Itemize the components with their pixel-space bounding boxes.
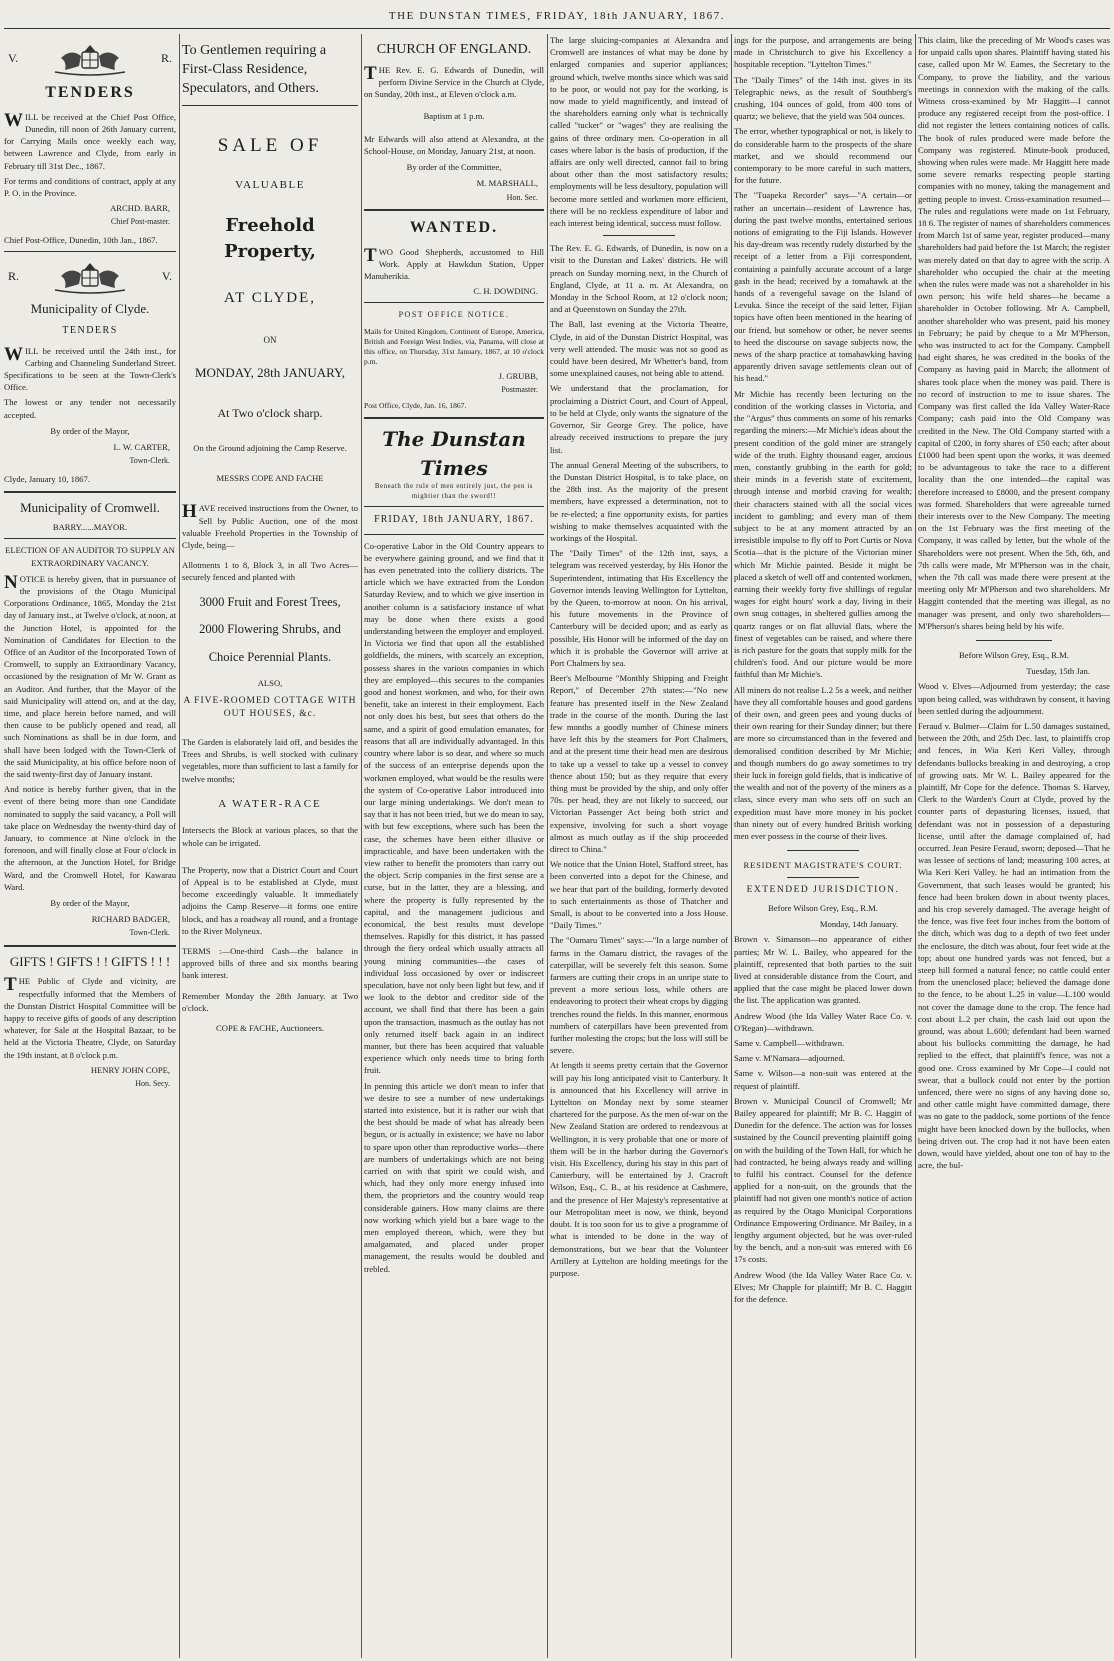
tenders-signature: ARCHD. BARR, (110, 203, 170, 214)
marshall-title: Hon. Sec. (506, 192, 538, 202)
post-office-body: Mails for United Kingdom, Continent of Europe, America, British and Foreign West Indies, via, Panama, will close at this office, on Thursday, 31st January, 1867, at 10 o'clock p.m. (364, 326, 544, 366)
court-case-1: Brown v. Simanson—no appearance of either parties; Mr W. L. Bailey, who appeared for the plaintiff, represented that both parties to the suit lived at considerable distance from the Court, and applied that the case might be placed lower down the list. The application was granted. (734, 934, 912, 1006)
news-paragraph-3: The error, whether typographical or not, is likely to do considerable harm to the prospects of the share market, and we should recommend our contemporary to be more careful in such matters, for the future. (734, 126, 912, 186)
grubb-title: Postmaster. (501, 385, 538, 395)
column-3 (364, 34, 544, 1658)
divider (364, 302, 544, 303)
church-heading: CHURCH OF ENGLAND. (376, 42, 532, 57)
remember-text: Remember Monday the 28th January. at Two o'clock. (182, 990, 358, 1013)
clyde-signature-title: Town-Clerk. (129, 456, 170, 466)
court-case-6: Brown v. Municipal Council of Cromwell; Mr Bailey appeared for plaintiff; Mr B. C. Haggitt of Dunedin for the defence. The action was for losses sustained by the Council preventing plaintiff going on with the building of the Town Hall, for which he had contracted, he being always ready and willing to fulfil his contract. Counsel for the defence applied for a non-suit, on the grounds that the plaintiff had not given one month's notice of action as required by the Otago Municipal Corporations Ordinance Empowering Ordinance. Mr Bailey, in a lengthy argument objected, but he was over-ruled by the bench, and a non-suit was entered with £6 17s costs. (734, 1095, 912, 1265)
court-before: Before Wilson Grey, Esq., R.M. (768, 902, 878, 913)
clyde-tenders-heading: TENDERS (62, 325, 118, 337)
court-case-7: Andrew Wood (the Ida Valley Water Race Co. v. Elves; Mr Chapple for plaintiff; Mr B. C. Haggitt for the defence. (734, 1269, 912, 1304)
crest-letter-v: V. (161, 269, 172, 284)
divider (364, 417, 544, 419)
cromwell-notice-body: NOTICE is hereby given, that in pursuance of the provisions of the Otago Municipal Corporations Ordinance, 1865, Monday the 21st day of January inst., at Twelve o'clock, at noon, at the Junction Hotel, is appointed for the Nomination of Candidates for Election to the Office of an Auditor of the Incorporated Town of Cromwell, to supply an Extraordinary Vacancy, occasioned by the resignation of Mr W. Grant as an Auditor. And further, that the Mayor of the said Municipality will attend on, and at the day, time, and place herein before named, and will then cause to be publicly opened and read, all such Nominations as shall be in due form, and shall have been lodged with the Town-Clerk of the said Municipality, at his office before noon of the said twenty-first day of January instant. (4, 571, 176, 780)
court-case-2: Andrew Wood (the Ida Valley Water Race Co. v. O'Regan)—withdrawn. (734, 1010, 912, 1033)
tenders-heading: TENDERS (45, 84, 135, 101)
sale-of-heading: SALE OF (217, 134, 323, 156)
court-case-4: Same v. M'Namara—adjourned. (734, 1053, 845, 1064)
sale-date: MONDAY, 28th JANUARY, (194, 365, 346, 381)
coat-of-arms-icon (45, 260, 135, 294)
sale-ground: On the Ground adjoining the Camp Reserve. (193, 442, 347, 453)
cromwell-order: By order of the Mayor, (50, 898, 130, 909)
wanted-body: TWO Good Shepherds, accustomed to Hill Work. Apply at Hawkdun Station, Upper Manuherikia. (364, 244, 544, 281)
auctioneers-footer: COPE & FACHE, Auctioneers. (216, 1023, 324, 1033)
divider (787, 877, 858, 878)
allotments-text: Allotments 1 to 8, Block 3, in all Two Acres—securely fenced and planted with (182, 560, 358, 583)
royal-crest (8, 260, 172, 294)
court-report-paragraph-3: Feraud v. Bulmer—Claim for L.50 damages sustained, between the 20th, and 25th Dec. last, to plaintiffs crop and fences, in Wia Keri Keri Valley, through defendants bullocks breaking in and destroying, a crop of growing oats. Mr W. L. Bailey appeared for the plaintiff, Mr Cope for the defence. Thomas S. Harvey, Clerk to the Warden's Court at Clyde, proved by the counter parts of depasturing licenses, issued, that defendant was not in possession of a depasturing license, until after the damage complained of, had occurred. Jean Pesire Feraud, sworn; deposed—That he was lessee of sections of land; measuring 100 acres, at Wia Keri Keri Valley. he had an intimation from the Government, that such leases would be granted; his fence had been broken down in about twenty places, and his crop severely damaged. The average height of the fence, was five feet four inches from the bottom of the ditch, which was dug to a depth of two feet under the enclosure, the ditch was about, four feet wide at the top; about one hundred yards was not fenced, but a steep hill formed a natural fence; no cattle could enter from the unenclosed place; believed the damage done to the fence, to be about L.25 in value—L.100 would not cover the damage done to the crop. The fence had cost about L.2 per chain, the cash laid out upon the ground, was about L.600; defendant had been warned about his bullocks committing the damage, he had replied to the effect, that plaintiff's fence, was not a good one. Cross examined by Mr Cope—I could not swear, that a bullock could not enter by the portion unfenced, there were no signs of any having done so, and other cattle might have committed damage, there was no gate to the paddock, some portions of the fence might have been knocked down by the bullocks, when being driven out. The crop had it not have been eaten down, would have yielded, about one ton of hay to the acre, the bul- (918, 720, 1110, 1171)
divider (603, 235, 674, 236)
divider (182, 105, 358, 106)
cromwell-mayor: BARRY......MAYOR. (52, 522, 128, 533)
grubb-signature: J. GRUBB, (498, 370, 538, 381)
court-day: Monday, 14th January. (819, 919, 898, 930)
tenders-signature-title: Chief Post-master. (110, 217, 170, 227)
news-paragraph-3: The Ball, last evening at the Victoria Theatre, Clyde, in aid of the Dunstan District Hospital, was very well attended. The music was not so good as could have been desired, Mr Whetter's band, from some unexplained causes, not being able to attend. (550, 319, 728, 379)
news-paragraph-1: ings for the purpose, and arrangements are being made in Christchurch to give his Excellency a hospitable reception. "Lyttelton Times." (734, 35, 912, 70)
cromwell-notice-body-2: And notice is hereby further given, that in the event of there being more than one Candidate nominated to supply the said vacancy, a Poll will take place on Wednesday the twenty-third day of January, to commence at Nine o'clock in the forenoon, and will finally close at Four o'clock in the afternoon, at the Junction Hotel, for Bridge Ward, and the Cromwell Hotel, for Kawarau Ward. (4, 784, 176, 892)
sale-time: At Two o'clock sharp. (217, 405, 323, 420)
cromwell-election-heading: ELECTION OF AN AUDITOR TO SUPPLY AN EXTRAORDINARY VACANCY. (5, 545, 175, 568)
baptism-text: Baptism at 1 p.m. (423, 111, 485, 122)
church-body: THE Rev. E. G. Edwards of Dunedin, will perform Divine Service in the Church at Clyde, on Sunday, 20th inst., at Eleven o'clock a.m. (364, 62, 544, 100)
news-paragraph-6: The "Daily Times" of the 12th inst, says, a telegram was received yesterday, by His Honor the Superintendent, intimating that His Excellency the Governor intends leaving Wellington for Lyttelton, by the Queen, to-morrow at noon. On his arrival, his future movements in the Province of Canterbury will be decided upon; and as early as possible, His Honor will be informed of the day on which it is probable the Governor will arrive at Port Chalmers by sea. (550, 548, 728, 668)
crest-letter-v: V. (8, 51, 19, 66)
column-2 (182, 34, 358, 1658)
auctioneers-name: MESSRS COPE AND FACHE (216, 473, 324, 484)
column-rule (731, 34, 732, 1658)
court-report-paragraph-2: Wood v. Elves—Adjourned from yesterday; the case upon being called, was withdrawn by consent, it having been settled during the adjournment. (918, 681, 1110, 716)
court-before: Before Wilson Grey, Esq., R.M. (959, 649, 1069, 660)
news-paragraph-4: We understand that the proclamation, for proclaiming a District Court, and Court of Appeal, to be held at Clyde, only wants the signature of the Governor, Sir George Grey. The police, have already received instructions to prepare the jury list. (550, 383, 728, 455)
water-race-text: Intersects the Block at various places, so that the whole can be irrigated. (182, 825, 358, 848)
property-text: The Property, now that a District Court and Court of Appeal is to be established at Clyde, must become exceedingly valuable. It immediately adjoins the Camp Reserve—it forms one entire block, and has a roadway all round, and a frontage to the River Molyneux. (182, 864, 358, 936)
tenders-terms: For terms and conditions of contract, apply at any P. O. in the Province. (4, 175, 176, 198)
column-4 (550, 34, 728, 1658)
clyde-lowest-tender: The lowest or any tender not necessarily accepted. (4, 397, 176, 420)
tenders-body: WILL be received at the Chief Post Office, Dunedin, till noon of 26th January current, for Carrying Mails once weekly each way, between Lawrence and Clyde, from early in February till 31st Dec., 1867. (4, 109, 176, 171)
edwards-attend: Mr Edwards will also attend at Alexandra, at the School-House, on Monday, January 21st, at noon. (364, 133, 544, 156)
crest-letter-r: R. (160, 51, 172, 66)
column-rule (179, 34, 180, 1658)
fruit-trees-line: 3000 Fruit and Forest Trees, (199, 594, 341, 609)
news-paragraph-6: All miners do not realise L.2 5s a week, and neither have they all comfortable houses and good gardens of their own, and green pees and young ducks of their own rearing for their Sunday dinner; but there are more so circumstanced than in the fevered and demoralised condition described by Mr Michie; and though numbers do go away sometimes to try their luck in foreign gold fields, that is indicative of the wealth and not of the poverty of the miners as a class, since every man who sets off on such an expedition must have more money in his pocket than ninety out of every hundred British working men ever possess in the course of their lives. (734, 684, 912, 841)
freehold-heading: Freehold Property, (224, 215, 316, 262)
crest-letter-r: R. (8, 269, 20, 284)
news-paragraph-4: The "Tuapeka Recorder" says—"A certain—or rather an uncertain—resident of Lawrence has, during the past twelve months, entertained serious notions of emigrating to the Fiji Islands. However his day-dream was recently rudely disturbed by the receipt of a letter from a Fiji correspondent, containing a painfully accurate account of a large gash in the head; received by a tomahawk at the hands of a revengeful savage on the Island of Levuka. Since the receipt of the said letter, Fijian topics have often been mentioned in the hearing of our friend, but somehow or other, he never seems to heed the discourse on savage subjects now, the news of the sharp practice at tomahawking having apparently driven savage settlements clean out of his head." (734, 190, 912, 384)
committee-order: By order of the Committee, (406, 162, 502, 173)
gifts-signature: HENRY JOHN COPE, (90, 1064, 170, 1075)
flowering-shrubs-line: 2000 Flowering Shrubs, and (199, 622, 341, 637)
cromwell-signature: RICHARD BADGER, (91, 914, 170, 925)
divider (4, 538, 176, 539)
auction-body: HAVE received instructions from the Owner, to Sell by Public Auction, one of the most valuable Freehold Properties in the Township of Clyde, being— (182, 501, 358, 550)
clyde-municipality-heading: Municipality of Clyde. (30, 300, 150, 316)
news-paragraph-8: We notice that the Union Hotel, Stafford street, has been converted into a depot for the Chinese, and we hear that part of the building, formerly devoted to such entertainments as those of Thatcher and Small, is about to be converted into a Joss House. "Daily Times." (550, 859, 728, 931)
also-label: ALSO, (257, 677, 283, 688)
marshall-signature: M. MARSHALL, (476, 178, 538, 189)
court-case-5: Same v. Wilson—a non-suit was entered at the request of plaintiff. (734, 1068, 912, 1091)
divider (364, 534, 544, 535)
divider (4, 491, 176, 493)
news-paragraph-2: The Rev. E. G. Edwards, of Dunedin, is now on a visit to the Dunstan and Lakes' districts. He will preach on Sunday morning next, in the Church of England, Clyde, at 11 a. m. At Alexandra, on Monday in the School Room, at 12 o'clock noon; and at Queenstown on Sunday the 27th. (550, 243, 728, 315)
water-race-heading: A WATER-RACE (218, 797, 322, 810)
terms-text: TERMS :—One-third Cash—the balance in approved bills of three and six months bearing bank interest. (182, 945, 358, 981)
cottage-line: A FIVE-ROOMED COTTAGE WITH OUT HOUSES, &c. (183, 695, 357, 720)
court-heading: RESIDENT MAGISTRATE'S COURT. (743, 860, 903, 871)
page-masthead: THE DUNSTAN TIMES, FRIDAY, 18th JANUARY, 1867. (388, 10, 726, 22)
column-5 (734, 34, 912, 1658)
court-report-paragraph-1: This claim, like the preceding of Mr Wood's cases was for unpaid calls upon shares. Plaintiff having stated his case, called upon Mr W. Eames, the Secretary to the Company, to prove the liability, and the various meetings in connexion with the making of the calls. Witness cross-examined by Mr Haggitt—I cannot produce any registered receipt from the post-office. I did not register the letters containing notices of calls. The book of rules produced were made before the Company was registered. Minute-book produced, showing when rules were made. Mr Haggitt here made some severe remarks respecting people starting companies with no money, taking the management and getting people to invest. Cross-examination resumed—The rules and regulations were made on 1st February, 18 6. The register of names of shareholders commences from March 1st of same year, register produced—many shareholders had paid before the 1st March; the register was merely dated on that day to agree with the scrip. A shareholder who occupied the chair at the meeting when the rules were made was not a shareholder in his own person; his wife held shares—he became a shareholder in October following. Mr A. Campbell, another shareholder who was present, paid his money in February; he paid by cheque to a Mr M'Pherson, who was instructed to act for the Company. Campbell had eight shares, he was credited in the books of the Company as having paid in March; the allotment of shares took place when the money was paid. There is no record of instruction to me to issue shares. The Company was first called the Ida Valley Water-Race Company; cash paid into the Old Company was credited in the New. The Old Company started with a capital of £200, in forty shares of £50 each; after about £1000 had been spent upon the works, it was deemed to be advantageous to take the race to a different locality than the one intended—the capital was therefore increased to £8000, and the present company was formed. Shareholders that were agreeable turned their interests over to the New Company. The meeting on the 1st February was the first meeting of the Company, it was called by letter, but the whole of the Shareholders were not present. When the 5th, 6th, and 7th calls were made, Mr M'Pherson was in the chair, when the 7th call was made there were present at the meeting only Mr M'Pherson and two shareholders. Mr Haggitt contended that the meeting was illegal, as no manager was present, and only two shareholders—M'Pherson's shares being held by his wife. (918, 35, 1110, 631)
valuable-heading: VALUABLE (235, 178, 305, 191)
cromwell-municipality-heading: Municipality of Cromwell. (20, 499, 160, 515)
column-rule (915, 34, 916, 1658)
top-rule (4, 28, 1110, 29)
clyde-tenders-body: WILL be received until the 24th inst., for Carbing and Channeling Sunderland Street. Specifications to be seen at the Town-Clerk's Office. (4, 343, 176, 393)
newspaper-motto: Beneath the rule of men entirely just, the pen is mightier than the sword!! (374, 483, 534, 500)
gifts-signature-title: Hon. Secy. (135, 1078, 170, 1088)
garden-text: The Garden is elaborately laid off, and besides the Trees and Shrubs, is well stocked with culinary vegetables, more than sufficient to last a family for twelve months; (182, 736, 358, 784)
news-paragraph-7: Beer's Melbourne "Monthly Shipping and Freight Report," of December 27th states:—"No new feature has presented itself in the New Zealand trade in the course of the month. During the last few months a goodly number of Chinese miners have left this by the steamers for Port Chalmers, and at the present time their head men are desirous to take up a vessel to take up a vessel to convey thence about 150; but as they require that every thing must be provided by the ship, and only offer 70s. per head, they are not likely to succeed, our Victorian Passenger Act being both strict and expensive, involving for such a short voyage almost as much outlay as if the ship proceeded direct to China." (550, 673, 728, 854)
news-paragraph-5: Mr Michie has recently been lecturing on the condition of the working classes in Victoria, and the "Argus" thus comments on some of his remarks regarding the miners:—Mr Michie's ideas about the present condition of the gold miner are strangely wide of the truth. Eighty thousand eager, anxious men, constantly grubbing in the earth for gold; their minds in a feverish state of excitement, through intense and morbid craving for wealth; their characters stained with all the social vices incident to gambling; and every man of them subject to be at any moment attracted by an irresistible impulse to fly off to Port Curtis or Nova Scotia—that is the picture of the Victorian miner which Mr Michie painted. Beside it might be placed a sketch of well off and contented workmen, earning their weekly forty five shillings of regular wages for eight hours' work a day, living in their own snug cottages, in sheltered gullies among the quartz ranges or on flat alluvial flats, where the finest of vegetables can be raised, and where there is rich pasture for the goats that supply milk for the children's food. And our picture would be more faithful than Mr Michie's. (734, 388, 912, 680)
on-label: ON (263, 334, 277, 345)
editorial-paragraph-1: Co-operative Labor in the Old Country appears to be everywhere gaining ground, and we find that it has even penetrated into the colliery districts. The article which we have extracted from the London Saturday Review, and to which we give insertion in another column is a satisfactory instance of what may be done when there exists a good understanding between the employer and employed. In Victoria we find that upon all the established goldfields, the miners, with scarcely an exception, possess shares in the various companies in which they are employed—this secures to the companies good and honest workmen, and who, for their own benefit, take an interest in their employment. Each not only does his best, but sees that others do the same, and a spirit of good emulation emanates, for reasons that all are individually advantaged. In this country where labor is so dear, and where so much of the success of an enterprise depends upon the workmen employed, what would be the results were the system of Co-operative Labor introduced into our large mining undertakings. We don't mean to say that it has not been tried, but we do mean to say, with but few exceptions, where such has been the case, the schemes have been either illusive or impracticable, and have been undertaken with the view rather to benefit the promoters than carry out the object. Scrip companies in the first sense are a curse, but in the latter, they are a blessing, and where the property is fully represented by the capital, and the management judicious and economical, the best results must develope themselves. Rapidly for this district, it has passed through the fiery ordeal which usually attracts all young mining communities—the cases of individual loss occasioned by over or indiscreet speculation, have not only been light but few, and if we look to the debtor and creditor side of the account, we shall find that there has been a gain upon the transaction, inasmuch as the outlay has not only returned itself back again in an indirect manner, but there has been acquired that valuable experience which only needs time to bring forth fruit. (364, 540, 544, 1076)
divider (364, 506, 544, 507)
news-paragraph-9: The "Oamaru Times" says:—"In a large number of farms in the Oamaru district, the ravages of the caterpillar, will be severely felt this season. Some farmers are cutting their crops in an unripe state to prevent a more serious loss, while others are endeavoring to protect their wheat crops by digging trenches round the fields. In this manner, enormous numbers of caterpillars have been prevented from further molesting the crops; but the loss will still be severe. (550, 935, 728, 1056)
royal-crest (8, 42, 172, 76)
coat-of-arms-icon (45, 42, 135, 76)
column-rule (361, 34, 362, 1658)
tenders-place-date: Chief Post-Office, Dunedin, 10th Jan., 1867. (4, 234, 158, 245)
clyde-signature: L. W. CARTER, (113, 441, 170, 452)
news-paragraph-10: At length it seems pretty certain that the Governor will pay his long anticipated visit to Canterbury. It is announced that his Excellency will arrive in Lyttelton on Monday next by some steamer chartered for the purpose. As the men of-war on the New Zealand Station are ordered to rendezvous at Wellington, it is very probable that one or more of them will be in the harbor during the Governor's visit. His Excellency, during his stay in this part of Canterbury, will be entertained by J. Cracroft Wilson, Esq., C. B., at his residence at Cashmere, and the presence of Her Majesty's representative at our Metropolitan meet is now, we think, beyond doubt. It is too soon for us to give a programme of what is intended to be done in the way of demonstrations, but we hear that the Volunteer Artillery at Lyttelton are holding meetings for the purpose. (550, 1060, 728, 1278)
perennial-plants-line: Choice Perennial Plants. (208, 650, 332, 665)
clyde-date: Clyde, January 10, 1867. (4, 473, 90, 484)
gifts-heading: GIFTS ! GIFTS ! ! GIFTS ! ! ! (9, 953, 171, 969)
court-case-3: Same v. Campbell—withdrawn. (734, 1037, 845, 1048)
court-jurisdiction: EXTENDED JURISDICTION. (746, 885, 900, 896)
divider (364, 209, 544, 211)
divider (976, 640, 1053, 641)
news-paragraph-5: The annual General Meeting of the subscribers, to the Dunstan District Hospital, is to take place, on the 28th inst. As the majority of the present members, have expressed a determination, not to be re-elected; a fine opportunity exists, for parties wishing to make themselves acquainted with the workings of the Hospital. (550, 459, 728, 543)
wanted-heading: WANTED. (409, 218, 499, 236)
editorial-paragraph-2: In penning this article we don't mean to infer that we desire to see a number of new undertakings started into existence, but it is rather our wish that the best should be made of what has already been begun, or is actually in existence; we have no labor to spare upon other than reproductive works—there are numbers of undertakings which are not being carried on with that spirit we could wish, and which, had they only more energy infused into them, the proprietors and the country would reap considerable gainers. How many claims are there now working which yield but a bare wage to the men employed thereon, which, were they but amalgamated, and placed under proper management, the results would be doubled and trebled. (364, 1080, 544, 1274)
column-1 (4, 34, 176, 1658)
column-rule (547, 34, 548, 1658)
gifts-body: THE Public of Clyde and vicinity, are respectfully informed that the Members of the Dunstan District Hospital Committee will be happy to receive gifts of goods of any description whatever, for Sale at the Hospital Bazaar, to be held at the Victoria Theatre, Clyde, on Saturday the 19th instant, at 8 o'clock p.m. (4, 974, 176, 1060)
newspaper-nameplate: The Dunstan Times (382, 427, 526, 480)
issue-dateline: FRIDAY, 18th JANUARY, 1867. (374, 514, 534, 526)
divider (787, 850, 858, 851)
cromwell-signature-title: Town-Clerk. (129, 928, 170, 938)
divider (4, 945, 176, 947)
court-day: Tuesday, 15th Jan. (1026, 666, 1090, 677)
divider (4, 251, 176, 252)
dowding-signature: C. H. DOWDING. (473, 286, 538, 297)
news-paragraph-2: The "Daily Times" of the 14th inst. gives in its Telegraphic news, as the result of Southberg's crushing, 104 ounces of gold, from 400 tons of quartz; we believe, that the yield was 504 ounces. (734, 74, 912, 122)
clyde-order: By order of the Mayor, (50, 425, 130, 436)
at-clyde-heading: AT CLYDE, (223, 290, 317, 307)
post-office-place: Post Office, Clyde, Jan. 16, 1867. (364, 401, 467, 411)
post-office-heading: POST OFFICE NOTICE. (398, 310, 510, 320)
auction-intro: To Gentlemen requiring a First-Class Residence, Speculators, and Others. (182, 43, 327, 96)
news-paragraph-1: The large sluicing-companies at Alexandra and Cromwell are instances of what may be done by enlarged companies and superior appliances; ground which, twelve months since which was said to be poor, or would not pay for the working, is now made to yield magnificently, and instead of the shareholders earning only what is technically called "tucker" or "wages" they are realising the gains of three ordinary men. Co-operation in all cases where labor is the basis of production, if the affairs are only well directed, cannot fail to bring about other than the most satisfactory results; employments will be less desultory, population will become more settled and workmen more efficient, there will be no reckless expenditure of labor and each interest being identical, success must follow. (550, 35, 728, 229)
column-6 (918, 34, 1110, 1658)
